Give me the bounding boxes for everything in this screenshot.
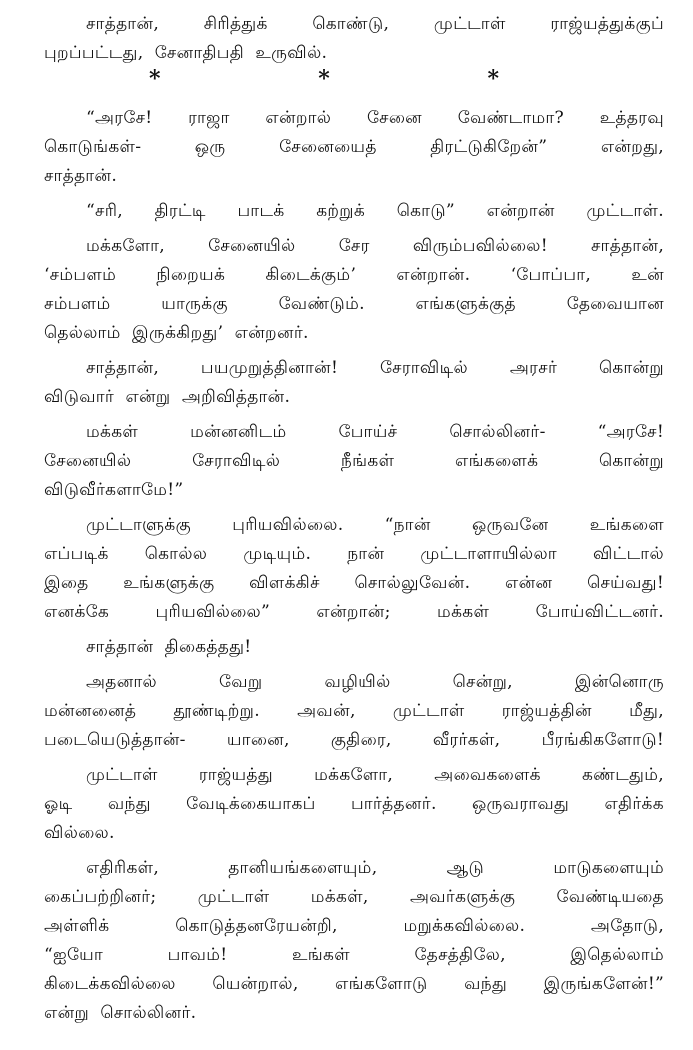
word: “அரசே! [86, 108, 153, 128]
text-line [44, 261, 664, 290]
word: அதோடு, [590, 916, 664, 936]
word: கைப்பற்றினர்; [44, 887, 157, 907]
text-line [44, 540, 664, 569]
word: அவன், [297, 701, 356, 721]
separator-asterisk: * [149, 66, 161, 92]
word: இருங்களேன்!” [543, 974, 664, 994]
word: என்று [44, 1003, 90, 1023]
word: திரட்டுகிறேன்” [430, 137, 548, 157]
word: முடியும். [243, 544, 312, 564]
text-line [44, 999, 664, 1028]
word: மன்னனிடம் [190, 422, 287, 442]
word: வழியில் [324, 672, 391, 692]
word: சேராவிடில் [379, 358, 469, 378]
word: ‘போப்பா, [510, 265, 592, 285]
text-line [44, 354, 664, 383]
paragraph [44, 418, 664, 505]
word: சேனையைத் [279, 137, 377, 157]
text-line [44, 633, 664, 662]
word: தானியங்களையும், [228, 858, 378, 878]
word: எனக்கே [44, 602, 110, 622]
word: விளக்கிச் [249, 573, 320, 593]
word: “நான் [384, 515, 431, 535]
text-line [44, 697, 664, 726]
word: யாருக்கு [161, 294, 228, 314]
word: மக்கள், [310, 887, 369, 907]
word: புரியவில்லை” [155, 602, 270, 622]
paragraph [44, 633, 664, 662]
text-line [44, 854, 664, 883]
word: “சரி, [86, 201, 123, 221]
paragraph [44, 761, 664, 848]
word: சாத்தான். [44, 166, 117, 186]
word: உருவில். [255, 43, 328, 63]
word: என்றனர். [234, 323, 309, 343]
word: முட்டாள் [392, 701, 465, 721]
word: என்றான். [396, 265, 471, 285]
word: நீங்கள் [340, 451, 395, 471]
word: ஒரு [194, 137, 226, 157]
word: புரியவில்லை. [232, 515, 344, 535]
text-line [44, 133, 664, 162]
word: சேனையில் [208, 236, 296, 256]
word: பயமுறுத்தினான்! [200, 358, 339, 378]
word: திகைத்தது! [164, 637, 252, 657]
word: தெல்லாம் [44, 323, 121, 343]
word: வந்து [464, 974, 508, 994]
text-line [44, 726, 664, 755]
word: இருக்கிறது’ [132, 323, 224, 343]
word: வந்து [107, 794, 151, 814]
word: சேனை [366, 108, 423, 128]
word: படையெடுத்தான்- [44, 730, 186, 750]
word: பாவம்! [167, 945, 228, 965]
word: விட்டால் [592, 544, 664, 564]
word: ‘சம்பளம் [44, 265, 117, 285]
word: கொன்று [599, 451, 664, 471]
text-line [44, 447, 664, 476]
word: யென்றால், [212, 974, 299, 994]
word: ஒருவனே [472, 515, 549, 535]
word: பீரங்கிகளோடு! [541, 730, 664, 750]
text-line [44, 912, 664, 941]
word: அள்ளிக் [44, 916, 110, 936]
word: சேனாதிபதி [154, 43, 245, 63]
paragraph [44, 854, 664, 1028]
paragraph [44, 10, 664, 68]
word: பாடக் [237, 201, 285, 221]
book-page [44, 10, 664, 1028]
text-line [44, 941, 664, 970]
word: சேராவிடில் [192, 451, 281, 471]
word: ஒருவராவது [471, 794, 570, 814]
text-line [44, 39, 664, 68]
word: சாத்தான், [591, 236, 664, 256]
word: மக்கள் [86, 422, 139, 442]
word: முட்டாள் [86, 765, 158, 785]
word: வேண்டியதை [556, 887, 664, 907]
paragraph [44, 232, 664, 348]
word: சாத்தான் [86, 637, 154, 657]
text-line [44, 761, 664, 790]
word: ராஜ்யத்துக்குப் [550, 14, 664, 34]
text-line [44, 162, 664, 191]
word: சொல்லுவேன். [354, 573, 471, 593]
word: என்றான்; [316, 602, 391, 622]
word: அதனால் [86, 672, 158, 692]
word: கொண்டு, [312, 14, 390, 34]
word: மக்களோ, [314, 765, 394, 785]
word: விடுவார் [44, 387, 115, 407]
word: ஓடி [44, 794, 73, 814]
separator-asterisk: * [318, 66, 330, 92]
word: குதிரை, [330, 730, 392, 750]
paragraph [44, 197, 664, 226]
paragraph [44, 668, 664, 755]
word: தூண்டிற்று. [173, 701, 260, 721]
word: எங்களோடு [335, 974, 428, 994]
word: வேண்டும். [278, 294, 365, 314]
text-line [44, 970, 664, 999]
word: இதெல்லாம் [570, 945, 664, 965]
word: என்றால் [265, 108, 332, 128]
word: அரசர் [509, 358, 558, 378]
word: விடுவீர்களாமே!” [44, 480, 184, 500]
word: போய்விட்டனர். [535, 602, 664, 622]
paragraph [44, 104, 664, 191]
word: “அரசே! [597, 422, 664, 442]
word: சேர [338, 236, 370, 256]
word: வேடிக்கையாகப் [186, 794, 316, 814]
text-line [44, 383, 664, 412]
paragraph [44, 354, 664, 412]
text-line [44, 569, 664, 598]
word: முட்டாள் [197, 887, 270, 907]
word: போய்ச் [338, 422, 398, 442]
word: மக்கள் [437, 602, 490, 622]
word: அவைகளைக் [434, 765, 541, 785]
word: யானை, [226, 730, 290, 750]
word: நிறையக் [156, 265, 226, 285]
word: தேசத்திலே, [414, 945, 506, 965]
word: சொல்லினர்- [449, 422, 546, 442]
word: அறிவித்தான். [181, 387, 291, 407]
word: கிடைக்கவில்லை [44, 974, 176, 994]
text-line [44, 290, 664, 319]
word: முட்டாள். [586, 201, 664, 221]
text-line [44, 232, 664, 261]
word: வில்லை. [44, 823, 115, 843]
word: சம்பளம் [44, 294, 111, 314]
word: இன்னொரு [574, 672, 664, 692]
word: கொடு” [396, 201, 455, 221]
word: கொன்று [598, 358, 664, 378]
word: வேண்டாமா? [457, 108, 564, 128]
word: எதிர்க்க [604, 794, 664, 814]
text-line [44, 598, 664, 627]
word: விரும்பவில்லை! [412, 236, 548, 256]
word: எப்படிக் [44, 544, 109, 564]
word: முட்டாள் [433, 14, 506, 34]
word: மக்களோ, [86, 236, 165, 256]
word: அவர்களுக்கு [409, 887, 516, 907]
text-line [44, 668, 664, 697]
word: உங்களுக்கு [123, 573, 215, 593]
word: முட்டாளுக்கு [86, 515, 191, 535]
word: என்றான் [486, 201, 555, 221]
word: மாடுகளையும் [553, 858, 664, 878]
word: சாத்தான், [86, 14, 159, 34]
word: எங்களைக் [455, 451, 539, 471]
text-line [44, 883, 664, 912]
word: முட்டாளாயில்லா [420, 544, 557, 564]
word: வீரர்கள், [432, 730, 501, 750]
text-line [44, 511, 664, 540]
word: கற்றுக் [316, 201, 366, 221]
word: மறுக்கவில்லை. [403, 916, 526, 936]
word: வேறு [219, 672, 263, 692]
text-line [44, 476, 664, 505]
word: இதை [44, 573, 89, 593]
text-line [44, 197, 664, 226]
word: கிடைக்கும்’ [265, 265, 357, 285]
word: சாத்தான், [86, 358, 159, 378]
word: திரட்டி [154, 201, 206, 221]
word: நான் [347, 544, 385, 564]
word: உன் [631, 265, 664, 285]
word: கொடுத்தனரேயன்றி, [175, 916, 338, 936]
text-line [44, 104, 664, 133]
word: என்று [125, 387, 171, 407]
word: எதிரிகள், [86, 858, 160, 878]
paragraph [44, 511, 664, 627]
word: புறப்பட்டது, [44, 43, 144, 63]
word: என்றது, [600, 137, 664, 157]
separator-asterisk: * [487, 66, 499, 92]
word: சொல்லினர். [100, 1003, 197, 1023]
word: உங்களை [589, 515, 664, 535]
word: மன்னனைத் [44, 701, 137, 721]
word: கொல்ல [144, 544, 208, 564]
word: ஆடு [446, 858, 485, 878]
word: எங்களுக்குத் [415, 294, 516, 314]
word: ராஜ்யத்தின் [501, 701, 592, 721]
text-line [44, 10, 664, 39]
word: பார்த்தனர். [350, 794, 437, 814]
word: மீது, [629, 701, 664, 721]
word: கொடுங்கள்- [44, 137, 142, 157]
word: தேவையான [566, 294, 664, 314]
text-line [44, 418, 664, 447]
section-separator [149, 68, 499, 90]
word: என்ன [505, 573, 553, 593]
text-line [44, 790, 664, 819]
word: ராஜ்யத்து [198, 765, 273, 785]
text-line [44, 819, 664, 848]
word: சேனையில் [44, 451, 132, 471]
text-line [44, 319, 664, 348]
word: செய்வது! [587, 573, 664, 593]
word: உத்தரவு [599, 108, 664, 128]
word: ராஜா [188, 108, 230, 128]
word: சென்று, [452, 672, 513, 692]
word: சிரித்துக் [203, 14, 268, 34]
word: கண்டதும், [582, 765, 664, 785]
word: உங்கள் [291, 945, 350, 965]
word: “ஐயோ [44, 945, 104, 965]
